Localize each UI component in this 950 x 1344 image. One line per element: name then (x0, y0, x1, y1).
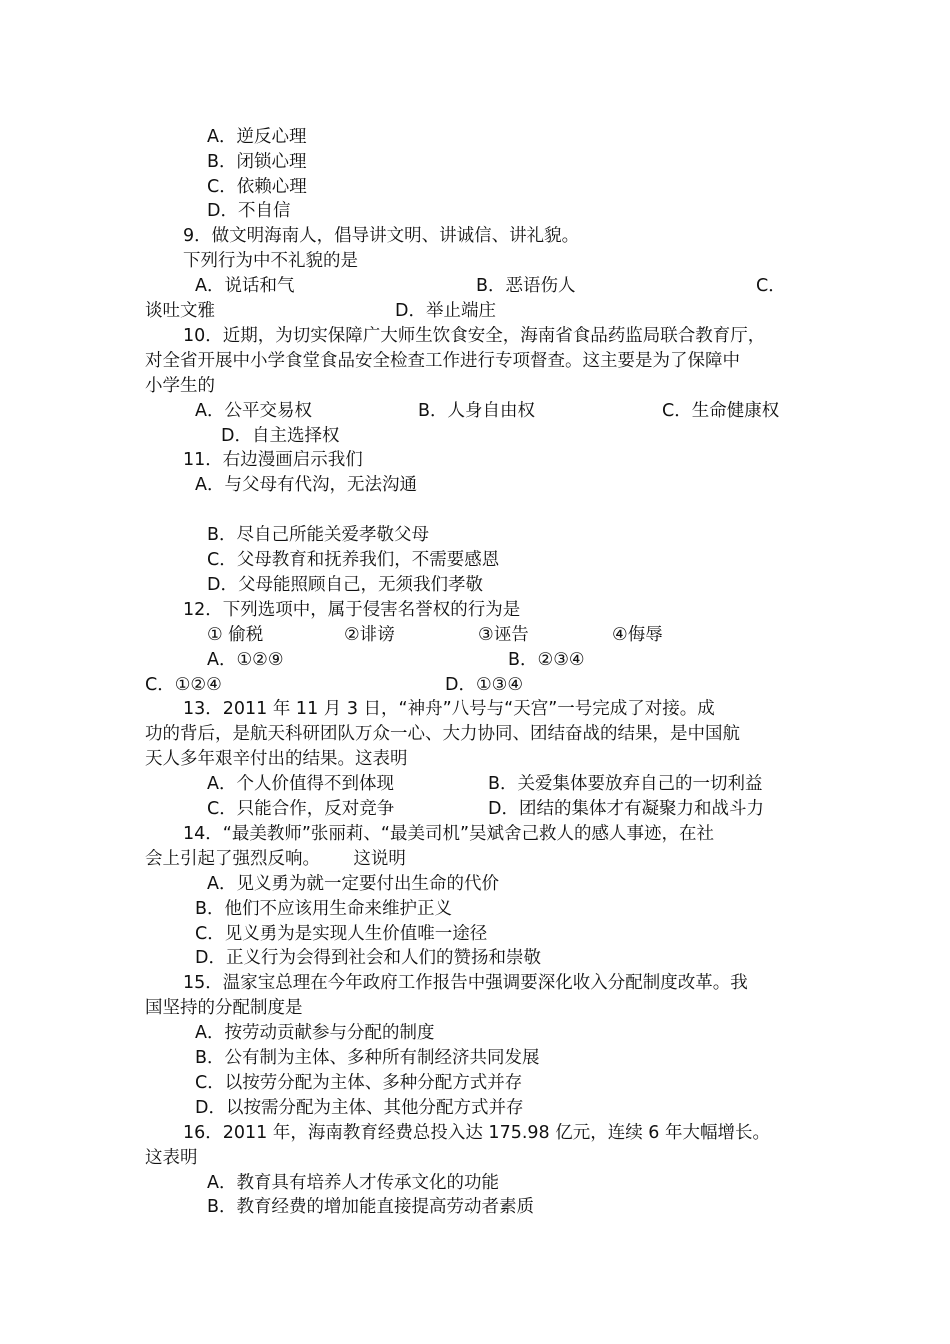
q13-stem-line3: 天人多年艰辛付出的结果。这表明 (145, 749, 408, 769)
q12-item-4: ④侮辱 (612, 625, 663, 645)
q13-option-a: A．个人价值得不到体现 (207, 774, 394, 794)
q13-option-b: B．关爱集体要放弃自己的一切利益 (488, 774, 763, 794)
q10-option-c: C．生命健康权 (662, 401, 780, 421)
q12-option-c: C．①②④ (145, 675, 222, 695)
q13-option-c: C．只能合作，反对竞争 (207, 799, 395, 819)
q13-stem-line1: 13．2011 年 11 月 3 日，“神舟”八号与“天宫”一号完成了对接。成 (183, 699, 715, 719)
q11-option-c: C．父母教育和抚养我们，不需要感恩 (207, 550, 500, 570)
q9-stem-line1: 9．做文明海南人，倡导讲文明、讲诚信、讲礼貌。 (183, 226, 580, 246)
q13-option-d: D．团结的集体才有凝聚力和战斗力 (488, 799, 764, 819)
q14-option-c: C．见义勇为是实现人生价值唯一途径 (195, 924, 488, 944)
q9-option-d: D．举止端庄 (395, 301, 496, 321)
q8-option-c: C．依赖心理 (207, 177, 307, 197)
q9-option-b: B．恶语伤人 (476, 276, 576, 296)
q12-stem: 12．下列选项中，属于侵害名誉权的行为是 (183, 600, 521, 620)
q15-option-c: C．以按劳分配为主体、多种分配方式并存 (195, 1073, 523, 1093)
q15-stem-line1: 15．温家宝总理在今年政府工作报告中强调要深化收入分配制度改革。我 (183, 973, 748, 993)
q9-stem-line2: 下列行为中不礼貌的是 (183, 251, 358, 271)
q15-stem-line2: 国坚持的分配制度是 (145, 998, 303, 1018)
q10-option-d: D．自主选择权 (221, 426, 340, 446)
q16-option-b: B．教育经费的增加能直接提高劳动者素质 (207, 1197, 535, 1217)
q12-option-d: D．①③④ (445, 675, 524, 695)
q11-option-d: D．父母能照顾自己，无须我们孝敬 (207, 575, 483, 595)
q14-stem-line1: 14．“最美教师”张丽莉、“最美司机”吴斌舍己救人的感人事迹，在社 (183, 824, 715, 844)
q13-stem-line2: 功的背后，是航天科研团队万众一心、大力协同、团结奋战的结果，是中国航 (145, 724, 740, 744)
q16-stem-line2: 这表明 (145, 1148, 198, 1168)
q8-option-a: A．逆反心理 (207, 127, 307, 147)
q11-stem: 11．右边漫画启示我们 (183, 450, 363, 470)
q12-item-2: ②诽谤 (344, 625, 395, 645)
q14-stem-line2: 会上引起了强烈反响。 这说明 (145, 849, 406, 869)
q10-option-b: B．人身自由权 (418, 401, 536, 421)
q12-option-b: B．②③④ (508, 650, 585, 670)
q16-stem-line1: 16．2011 年，海南教育经费总投入达 175.98 亿元，连续 6 年大幅增长。 (183, 1123, 770, 1143)
q8-option-d: D．不自信 (207, 201, 291, 221)
q12-item-1: ① 偷税 (207, 625, 264, 645)
q9-option-c-text: 谈吐文雅 (145, 301, 215, 321)
q10-option-a: A．公平交易权 (195, 401, 312, 421)
q9-option-c-marker: C． (756, 276, 786, 296)
q16-option-a: A．教育具有培养人才传承文化的功能 (207, 1173, 499, 1193)
q10-stem-line3: 小学生的 (145, 376, 215, 396)
q11-option-a: A．与父母有代沟，无法沟通 (195, 475, 417, 495)
q12-option-a: A．①②⑨ (207, 650, 284, 670)
q8-option-b: B．闭锁心理 (207, 152, 307, 172)
q14-option-b: B．他们不应该用生命来维护正义 (195, 899, 453, 919)
q9-option-a: A．说话和气 (195, 276, 295, 296)
q10-stem-line1: 10．近期，为切实保障广大师生饮食安全，海南省食品药监局联合教育厅， (183, 326, 766, 346)
q11-option-b: B．尽自己所能关爱孝敬父母 (207, 525, 430, 545)
q15-option-b: B．公有制为主体、多种所有制经济共同发展 (195, 1048, 540, 1068)
q15-option-d: D．以按需分配为主体、其他分配方式并存 (195, 1098, 524, 1118)
q12-item-3: ③诬告 (478, 625, 529, 645)
q15-option-a: A．按劳动贡献参与分配的制度 (195, 1023, 435, 1043)
q14-option-a: A．见义勇为就一定要付出生命的代价 (207, 874, 499, 894)
q14-option-d: D．正义行为会得到社会和人们的赞扬和崇敬 (195, 948, 541, 968)
q10-stem-line2: 对全省开展中小学食堂食品安全检查工作进行专项督查。这主要是为了保障中 (145, 351, 740, 371)
